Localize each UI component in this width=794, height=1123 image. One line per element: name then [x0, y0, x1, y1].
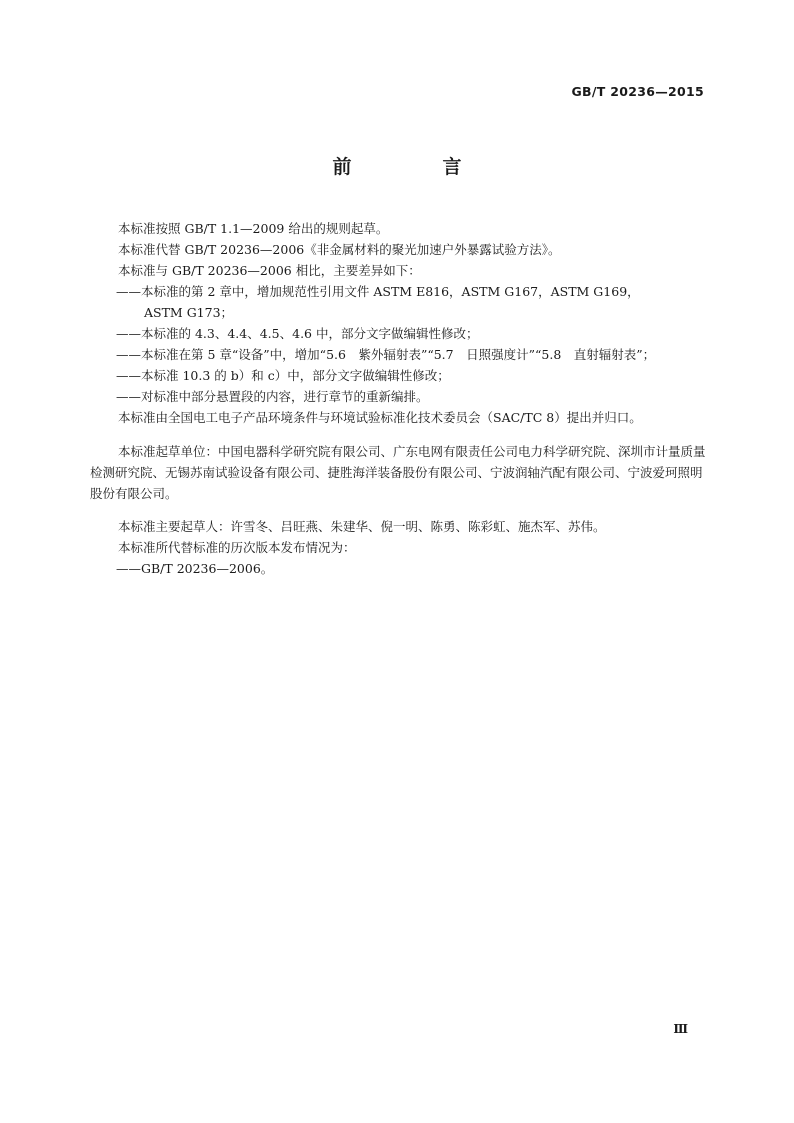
paragraph-differences-intro: 本标准与 GB/T 20236—2006 相比，主要差异如下：: [118, 263, 421, 278]
paragraph-replaces: 本标准代替 GB/T 20236—2006《非金属材料的聚光加速户外暴露试验方法》。: [118, 242, 561, 257]
list-item-continuation: ASTM G173；: [144, 305, 234, 320]
list-item: ——GB/T 20236—2006。: [116, 561, 274, 576]
paragraph-previous-editions: 本标准所代替标准的历次版本发布情况为：: [118, 540, 356, 555]
list-item: ——本标准 10.3 的 b）和 c）中，部分文字做编辑性修改；: [116, 368, 450, 383]
paragraph-drafting-rules: 本标准按照 GB/T 1.1—2009 给出的规则起草。: [118, 221, 389, 236]
page-title: 前 言: [332, 156, 498, 178]
list-item: ——本标准的 4.3、4.4、4.5、4.6 中，部分文字做编辑性修改；: [116, 326, 479, 341]
page-number: Ⅲ: [673, 1022, 688, 1036]
list-item: ——对标准中部分悬置段的内容，进行章节的重新编排。: [116, 389, 429, 404]
paragraph-drafters: 本标准主要起草人：许雪冬、吕旺燕、朱建华、倪一明、陈勇、陈彩虹、施杰军、苏伟。: [118, 519, 606, 534]
paragraph-proposed-by: 本标准由全国电工电子产品环境条件与环境试验标准化技术委员会（SAC/TC 8）提出并归口。: [118, 410, 642, 425]
document-body: [90, 218, 708, 579]
paragraph-drafting-units: 本标准起草单位：中国电器科学研究院有限公司、广东电网有限责任公司电力科学研究院、深圳市计量质量检测研究院、无锡苏南试验设备有限公司、捷胜海洋装备股份有限公司、宁波润轴汽配有限公司、宁波爱珂照明股份有限公司。: [90, 443, 706, 501]
list-item: ——本标准在第 5 章“设备”中，增加“5.6 紫外辐射表”“5.7 日照强度计”“5.8 直射辐射表”；: [116, 347, 656, 362]
standard-code: GB/T 20236—2015: [571, 84, 704, 99]
list-item: ——本标准的第 2 章中，增加规范性引用文件 ASTM E816，ASTM G167，ASTM G169，: [116, 284, 640, 299]
